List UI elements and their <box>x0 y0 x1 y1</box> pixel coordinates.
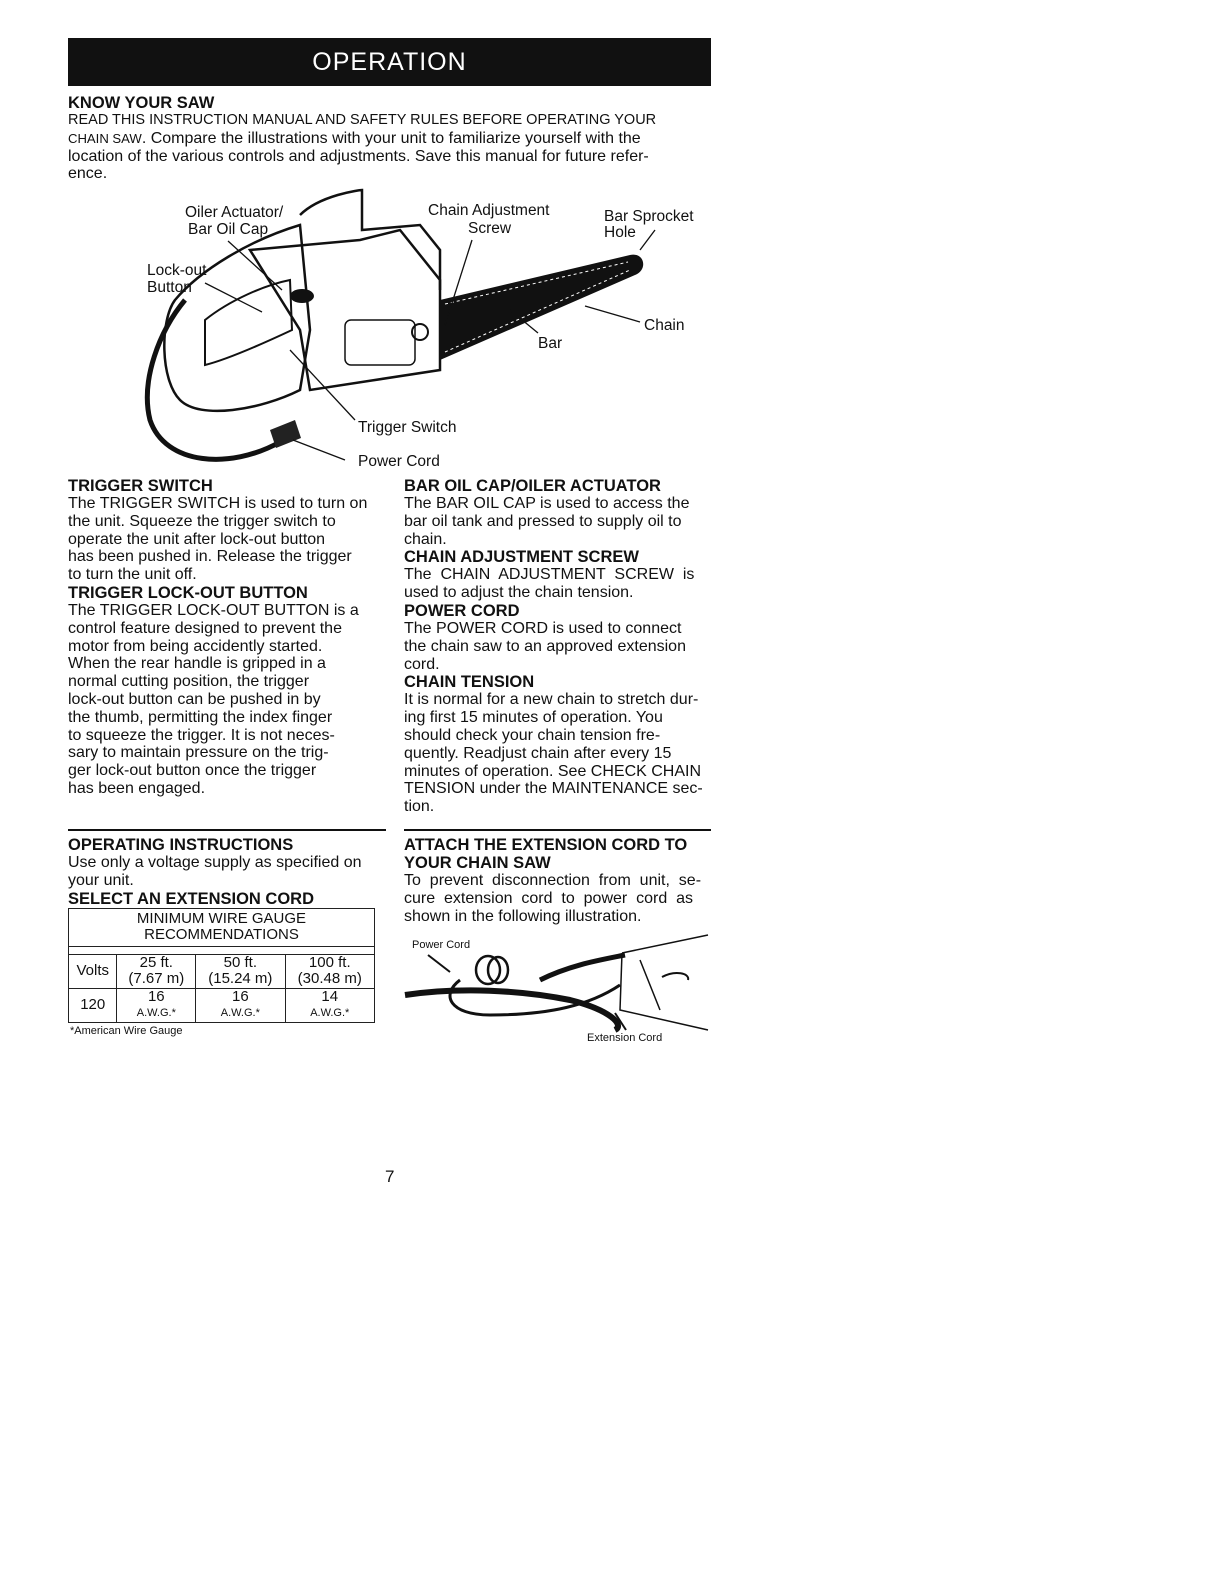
length-header: 100 ft. (30.48 m) <box>285 954 374 988</box>
label-sprocket-2: Hole <box>604 224 636 241</box>
bar-oil-heading: BAR OIL CAP/OILER ACTUATOR <box>404 477 661 495</box>
attach-cord-section <box>404 836 724 925</box>
lockout-line: normal cutting position, the trigger <box>68 673 310 691</box>
label-chain-adj-1: Chain Adjustment <box>428 202 550 219</box>
power-cord-line: The POWER CORD is used to connect <box>404 619 682 637</box>
label-sprocket-1: Bar Sprocket <box>604 208 694 225</box>
table-footnote: *American Wire Gauge <box>70 1024 183 1037</box>
chain-tension-line: tion. <box>404 798 435 816</box>
select-cord-heading: SELECT AN EXTENSION CORD <box>68 889 314 908</box>
label-power-cord: Power Cord <box>358 453 440 470</box>
lockout-heading: TRIGGER LOCK-OUT BUTTON <box>68 583 308 602</box>
chain-tension-line: It is normal for a new chain to stretch dur- <box>404 691 699 709</box>
bar-oil-line: The BAR OIL CAP is used to access the <box>404 495 690 512</box>
attach-line: shown in the following illustration. <box>404 907 642 925</box>
lockout-line: ger lock-out button once the trigger <box>68 762 317 780</box>
know-line-2: CHAIN SAW. Compare the illustrations with your unit to familiarize yourself with the <box>68 129 641 147</box>
volts-value: 120 <box>69 988 117 1022</box>
label-bar: Bar <box>538 335 563 352</box>
power-cord-heading: POWER CORD <box>404 601 520 620</box>
chain-adj-line: used to adjust the chain tension. <box>404 584 634 602</box>
attach-line: To prevent disconnection from unit, se- <box>404 872 702 889</box>
trigger-switch-line: to turn the unit off. <box>68 566 197 584</box>
section-divider-right <box>404 829 711 831</box>
gauge-cell: 16 A.W.G.* <box>196 988 285 1022</box>
chain-tension-heading: CHAIN TENSION <box>404 673 535 692</box>
lockout-line: control feature designed to prevent the <box>68 619 342 637</box>
right-column <box>404 477 724 816</box>
chain-adj-line: The CHAIN ADJUSTMENT SCREW is <box>404 566 695 584</box>
operating-instructions-section <box>68 836 386 1037</box>
know-line-1: READ THIS INSTRUCTION MANUAL AND SAFETY RULES BEFORE OPERATING YOUR <box>68 112 657 128</box>
lockout-line: sary to maintain pressure on the trig- <box>68 744 329 762</box>
know-line-3: location of the various controls and adjustments. Save this manual for future refer- <box>68 147 649 165</box>
trigger-switch-line: operate the unit after lock-out button <box>68 530 326 548</box>
label-lockout-2: Button <box>147 279 192 296</box>
operating-line: Use only a voltage supply as specified on <box>68 854 362 871</box>
trigger-switch-line: The TRIGGER SWITCH is used to turn on <box>68 495 368 512</box>
chain-tension-line: quently. Readjust chain after every 15 <box>404 744 672 762</box>
lockout-line: the thumb, permitting the index finger <box>68 708 333 726</box>
bar-oil-line: bar oil tank and pressed to supply oil to <box>404 512 682 530</box>
label-oiler-1: Oiler Actuator/ <box>185 204 284 221</box>
lockout-line: motor from being accidently started. <box>68 637 323 655</box>
label-extension-cord: Extension Cord <box>587 1032 663 1044</box>
lockout-line: The TRIGGER LOCK-OUT BUTTON is a <box>68 601 359 619</box>
length-header: 25 ft. (7.67 m) <box>117 954 196 988</box>
chain-tension-line: ing first 15 minutes of operation. You <box>404 709 663 727</box>
motor-body-shape <box>250 230 440 390</box>
label-power-cord-small: Power Cord <box>412 939 471 951</box>
gauge-cell: 14 A.W.G.* <box>285 988 374 1022</box>
know-line-4: ence. <box>68 165 108 183</box>
section-title: OPERATION <box>312 47 467 76</box>
chain-tension-line: should check your chain tension fre- <box>404 726 661 744</box>
table-title-cell: MINIMUM WIRE GAUGE RECOMMENDATIONS <box>69 908 375 946</box>
lockout-line: has been engaged. <box>68 779 206 797</box>
attach-heading-2: YOUR CHAIN SAW <box>404 854 551 872</box>
operating-line: your unit. <box>68 871 134 889</box>
gauge-cell: 16 A.W.G.* <box>117 988 196 1022</box>
attach-line: cure extension cord to power cord as <box>404 889 694 907</box>
trigger-switch-line: the unit. Squeeze the trigger switch to <box>68 512 336 530</box>
left-column <box>68 477 386 798</box>
lockout-line: to squeeze the trigger. It is not neces- <box>68 726 335 744</box>
label-chain-adj-2: Screw <box>468 220 512 237</box>
label-trigger-switch: Trigger Switch <box>358 419 457 436</box>
label-oiler-2: Bar Oil Cap <box>188 221 269 238</box>
attach-heading-1: ATTACH THE EXTENSION CORD TO <box>404 836 688 854</box>
lockout-line: When the rear handle is gripped in a <box>68 655 326 673</box>
chain-adj-heading: CHAIN ADJUSTMENT SCREW <box>404 548 639 567</box>
know-heading: KNOW YOUR SAW <box>68 94 215 112</box>
power-cord-line: the chain saw to an approved extension <box>404 637 686 655</box>
rear-handle-shape <box>164 225 310 411</box>
operating-heading: OPERATING INSTRUCTIONS <box>68 836 294 854</box>
chain-tension-line: TENSION under the MAINTENANCE sec- <box>404 780 703 798</box>
trigger-switch-line: has been pushed in. Release the trigger <box>68 548 352 566</box>
wire-gauge-table <box>68 908 375 1023</box>
bar-oil-line: chain. <box>404 530 447 548</box>
trigger-switch-heading: TRIGGER SWITCH <box>68 477 213 495</box>
chain-tension-line: minutes of operation. See CHECK CHAIN <box>404 762 702 780</box>
label-lockout-1: Lock-out <box>147 262 207 279</box>
length-header: 50 ft. (15.24 m) <box>196 954 285 988</box>
power-cord-line: cord. <box>404 655 440 673</box>
volts-header: Volts <box>69 954 117 988</box>
section-divider-left <box>68 829 386 831</box>
lockout-line: lock-out button can be pushed in by <box>68 690 321 708</box>
label-chain: Chain <box>644 317 685 334</box>
page-number: 7 <box>385 1167 395 1186</box>
